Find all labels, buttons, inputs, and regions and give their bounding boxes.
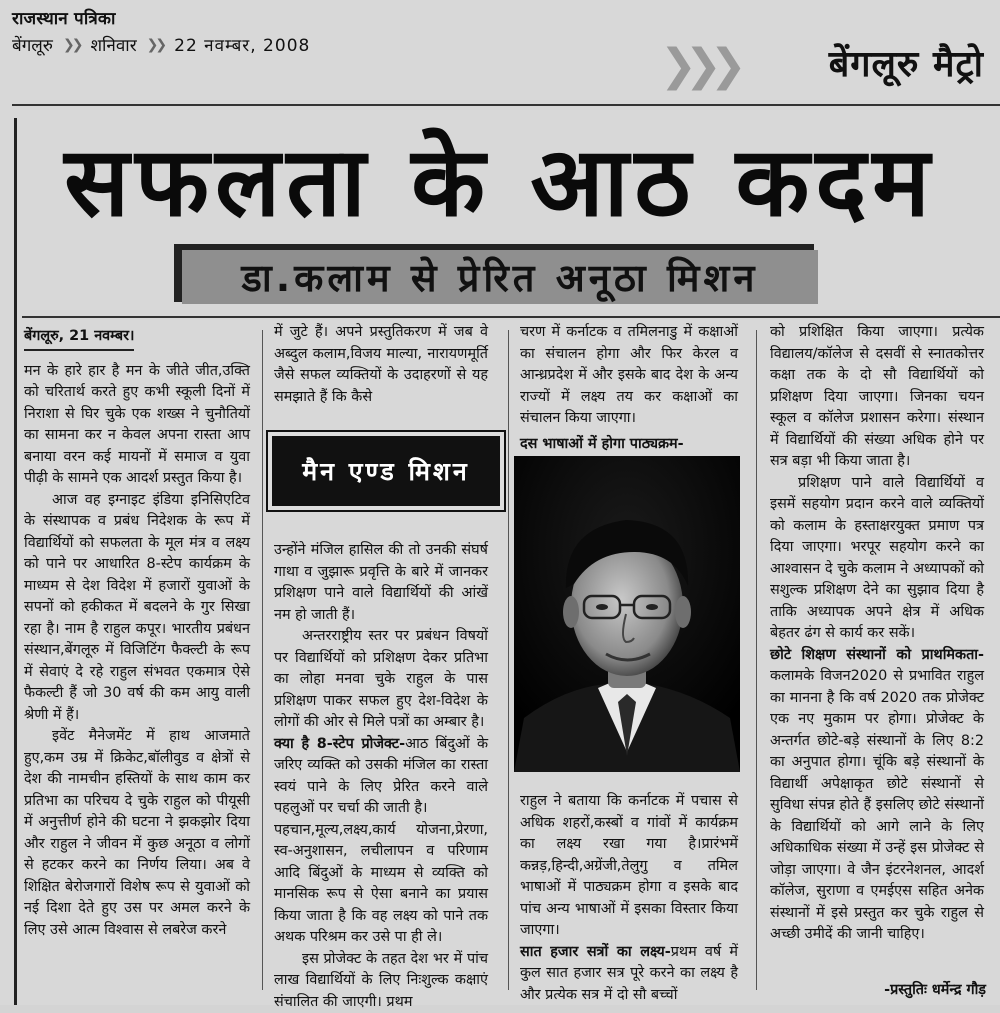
paragraph: आज वह इग्नाइट इंडिया इनिसिएटिव के संस्थापक व प्रबंध निदेशक के रूप में विद्यार्थियों को सफलता के मूल मंत्र व लक्ष्य को पाने पर आधारित 8-स्टेप कार्यक्रम के माध्यम से देश विदेश में हजारों युवाओं के सपनों को हकीकत में बदलने के गुर सिखा रहा है। नाम है राहुल कपूर। भारतीय प्रबंधन संस्थान,बेंगलूरु में विजिटिंग फैक्ल्टी के रूप में सेवाएं दे रहे राहुल संभवत एकमात्र ऐसे फैकल्टी हैं जो 30 वर्ष की कम आयु वाली श्रेणी में हैं। [24, 490, 250, 727]
masthead-rule [12, 104, 1000, 106]
paragraph [520, 942, 738, 1007]
paragraph: अन्तरराष्ट्रीय स्तर पर प्रबंधन विषयों पर विद्यार्थियों को प्रशिक्षण देकर प्रतिभा का लोहा मनवा चुके राहुल के पास प्रशिक्षण पाकर सफल हुए देश-विदेश के लोगों की ओर से मिले पत्रों का अम्बार है। [274, 626, 488, 734]
portrait-illustration [514, 456, 740, 772]
man-and-mission-box: मैन एण्ड मिशन [268, 432, 504, 510]
chevron-right-icon: ❯❯ [63, 37, 80, 53]
paragraph-text: आठ बिंदुओं के जरिए व्यक्ति को उसकी मंजिल का रास्ता स्वयं पाने के लिए प्रेरित करने वाले पहलुओं पर चर्चा की जाती है। [274, 736, 488, 817]
paragraph [770, 645, 984, 946]
paper-name: राजस्थान पत्रिका [12, 6, 310, 29]
column-divider [756, 330, 757, 990]
masthead-date: 22 नवम्बर, 2008 [174, 33, 310, 56]
masthead-day: शनिवार [90, 33, 136, 56]
article-column-1 [24, 326, 250, 941]
paragraph [274, 734, 488, 820]
masthead-dateline [12, 33, 310, 56]
edition-name: बेंगलूरु मैट्रो [829, 38, 984, 87]
paragraph: उन्होंने मंजिल हासिल की तो उनकी संघर्ष गाथा व जुझारू प्रवृत्ति के बारे में जानकर प्रशिक्षण पाने वाले विद्यार्थियों की आंखें नम हो जाती हैं। [274, 540, 488, 626]
paragraph: को प्रशिक्षित किया जाएगा। प्रत्येक विद्यालय/कॉलेज से दसवीं से स्नातकोत्तर कक्षा तक के दो सौ विद्यार्थियों को प्रशिक्षण दिया जाएगा। जिनका चयन स्कूल व कॉलेज प्रशासन करेगा। संस्थान में विद्यार्थियों की संख्या अधिक होने पर सत्र बड़ा भी किया जाता है। [770, 322, 984, 473]
headline: सफलता के आठ कदम [60, 134, 940, 230]
column-divider [508, 330, 509, 990]
section-subheading: सात हजार सत्रों का लक्ष्य- [520, 944, 671, 960]
paragraph: प्रशिक्षण पाने वाले विद्यार्थियों व इसमें सहयोग प्रदान करने वाले व्यक्तियों को कलाम के हस्ताक्षरयुक्त प्रमाण पत्र दिया जाएगा। भरपूर सहयोग करने का आश्वासन दे चुके कलाम ने अध्यापकों को सशुल्क प्रशिक्षण देने का सुझाव दिया है ताकि अध्यापक अपने क्षेत्र में अधिक बेहतर ढंग से कार्य कर सकें। [770, 473, 984, 645]
paragraph: इस प्रोजेक्ट के तहत देश भर में पांच लाख विद्यार्थियों के लिए निःशुल्क कक्षाएं संचालित की जाएगी। प्रथम [274, 949, 488, 1013]
section-subheading: दस भाषाओं में होगा पाठ्यक्रम- [520, 436, 684, 452]
section-subheading: छोटे शिक्षण संस्थानों को प्राथमिकता- [770, 647, 984, 663]
paragraph: में जुटे हैं। अपने प्रस्तुतिकरण में जब वे अब्दुल कलाम,विजय माल्या, नारायणमूर्ति जैसे सफल व्यक्तियों के उदाहरणों से यह समझाते हैं कि कैसे [274, 322, 488, 408]
article-dateline: बेंगलूरु, 21 नवम्बर। [24, 326, 134, 351]
paragraph: चरण में कर्नाटक व तमिलनाडु में कक्षाओं का संचालन होगा और फिर केरल व आन्ध्रप्रदेश में और इसके बाद देश के अन्य राज्यों में लक्ष्य तय कर कक्षाओं का संचालन किया जाएगा। [520, 322, 738, 430]
article-frame [14, 118, 17, 1005]
paragraph-text: प्रथम वर्ष में कुल सात हजार सत्र पूरे करने का लक्ष्य है और प्रत्येक सत्र में दो सौ बच्चों [520, 944, 738, 1003]
column-divider [262, 330, 263, 990]
portrait-photo [514, 456, 740, 772]
subhead: डा.कलाम से प्रेरित अनूठा मिशन [182, 250, 818, 304]
subhead-rule [22, 316, 1000, 318]
section-subheading: क्या है 8-स्टेप प्रोजेक्ट- [274, 736, 405, 752]
paragraph-text: कलामके विजन2020 से प्रभावित राहुल का मानना है कि वर्ष 2020 तक प्रोजेक्ट एक नए मुकाम पर होगा। प्रोजेक्ट के अन्तर्गत छोटे-बड़े संस्थानों के लिए 8:2 का अनुपात होगा। चूंकि बड़े संस्थानों के विद्यार्थी अपेक्षाकृत छोटे संस्थानों से सुविधा संपन्न होते हैं इसलिए छोटे संस्थानों के विद्यार्थियों को आगे लाने के लिए अधिकाधिक संख्या में उन्हें इस प्रोजेक्ट से जोड़ा जाएगा। वे जैन इंटरनेशनल, आदर्श कॉलेज, सुराणा व एमईएस सहित अनेक संस्थानों में इसे प्रस्तुत कर चुके राहुल से अच्छी उमीदें की जानी चाहिए। [770, 668, 984, 942]
paragraph: पहचान,मूल्य,लक्ष्य,कार्य योजना,प्रेरणा, स्व-अनुशासन, लचीलापन व परिणाम आदि बिंदुओं के माध्यम से व्यक्ति को मानसिक रूप से ऐसा बनाने का प्रयास किया जाता है कि वह लक्ष्य को पाने तक अथक परिश्रम कर उसे पा ही ले। [274, 820, 488, 949]
author-credit: -प्रस्तुतिः धर्मेन्द्र गौड़ [884, 980, 986, 999]
masthead-city: बेंगलूरु [12, 33, 53, 56]
chevron-decoration-icon: ❯❯❯ [660, 40, 735, 91]
paragraph: मन के हारे हार है मन के जीते जीत,उक्ति को चरितार्थ करते हुए कभी स्कूली दिनों में निराशा से घिर चुके एक शख्स ने चुनौतियों का सामना कर न केवल अपना रास्ता आप बनाया वरन कई मायनों में समाज व युवा पीढ़ी के सामने एक आदर्श प्रस्तुत किया है। [24, 361, 250, 490]
chevron-right-icon: ❯❯ [147, 37, 164, 53]
article-column-4 [770, 322, 984, 946]
article-column-2 [274, 322, 488, 1013]
masthead [12, 6, 310, 56]
paragraph: इवेंट मैनेजमेंट में हाथ आजमाते हुए,कम उम्र में क्रिकेट,बॉलीवुड व क्षेत्रों से देश की नामचीन हस्तियों के साथ काम कर प्रतिभा का परिचय दे चुके राहुल को पीयूसी में अनुत्तीर्ण होने की घटना ने झकझोर दिया और राहुल ने जीवन में कुछ अनूठा व लोगों से हटकर करने का निर्णय लिया। अब वे शिक्षित बेरोजगारों विशेष रूप से युवाओं को नई दिशा देते हुए उस पर अमल करने के लिए उसे आत्म विश्वास से लबरेज करने [24, 726, 250, 941]
paragraph: राहुल ने बताया कि कर्नाटक में पचास से अधिक शहरों,कस्बों व गांवों में कार्यक्रम का लक्ष्य रखा गया है।प्रारंभमें कन्नड़,हिन्दी,अग्रेंजी,तेलुगु व तमिल भाषाओं में पाठ्यक्रम होगा व इसके बाद पांच अन्य भाषाओं में इसका विस्तार किया जाएगा। [520, 791, 738, 942]
paragraph [520, 434, 738, 456]
